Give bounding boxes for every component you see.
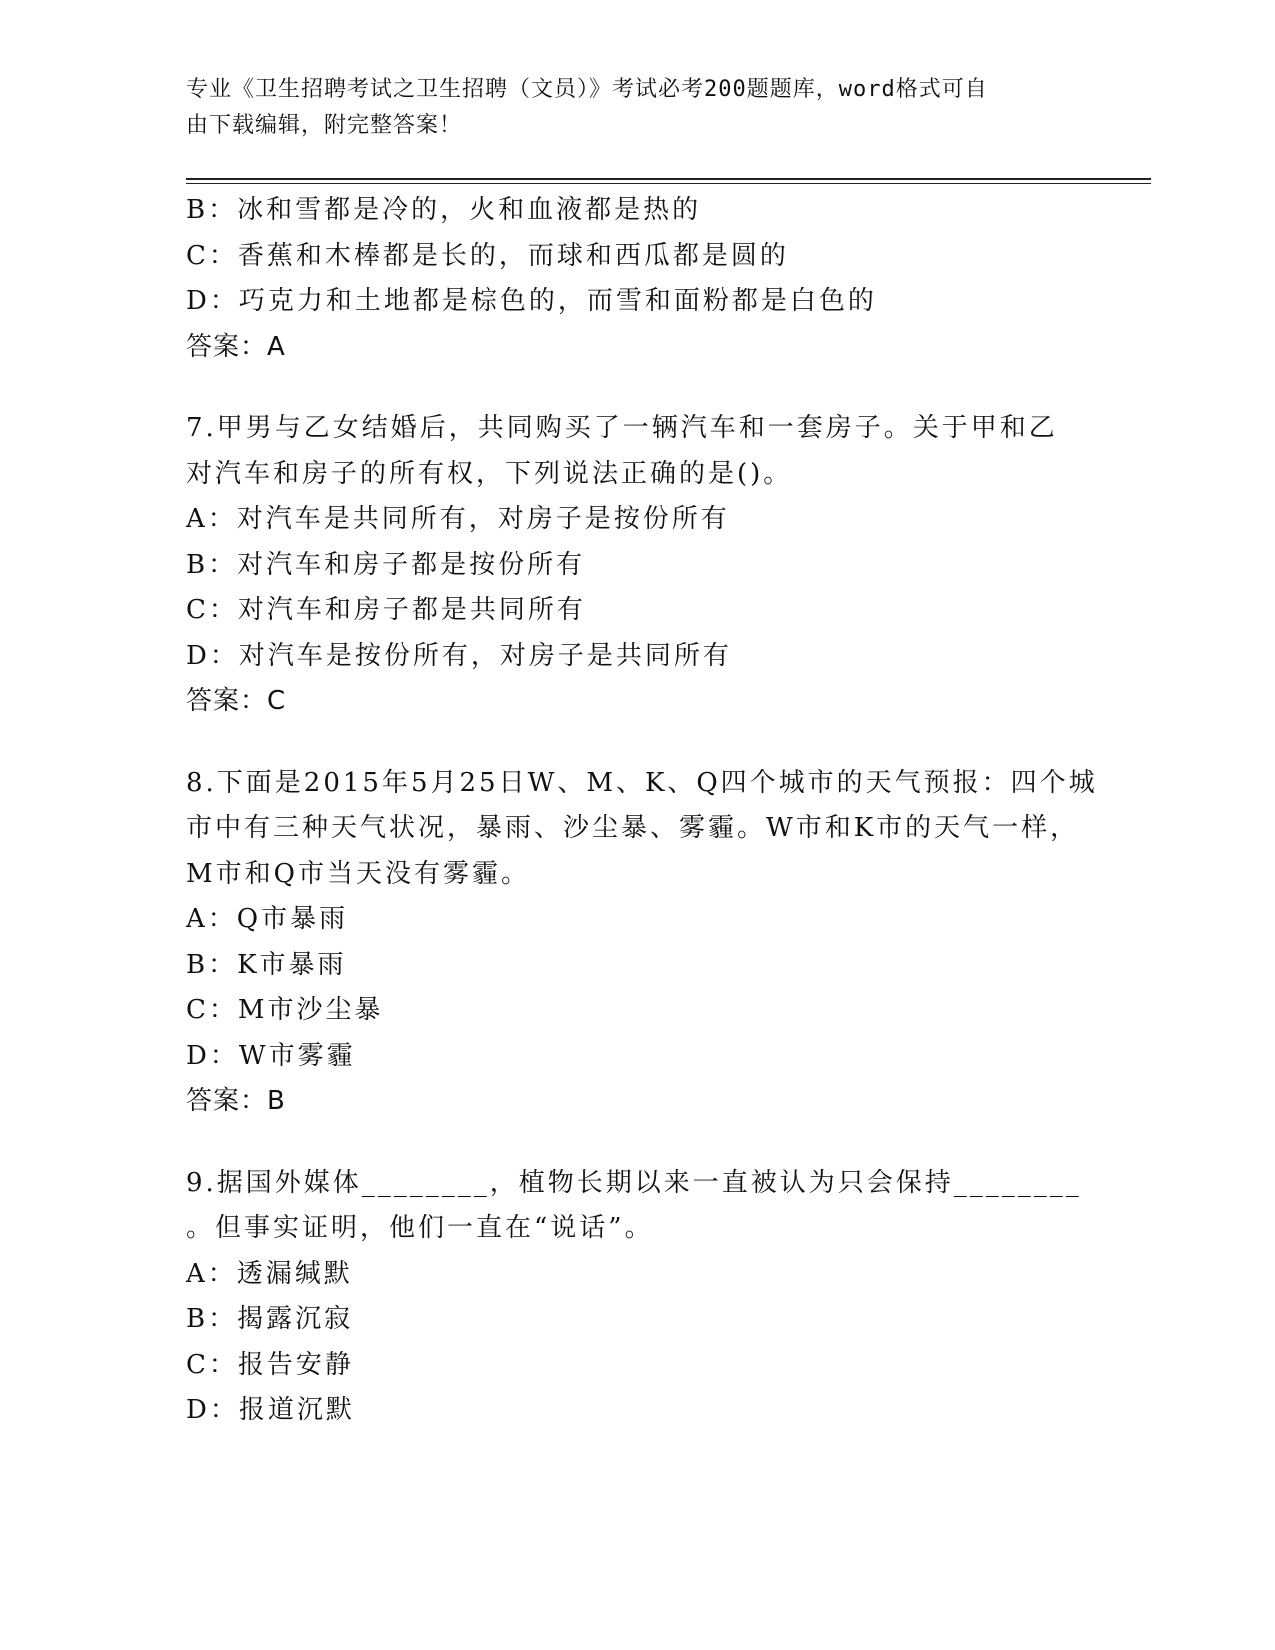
- question-stem-line: M市和Q市当天没有雾霾。: [186, 858, 530, 889]
- header-divider-thick: [186, 178, 1151, 180]
- option-c: C：香蕉和木棒都是长的，而球和西瓜都是圆的: [186, 240, 789, 271]
- question-9: [186, 1161, 1086, 1434]
- option-d: D：W市雾霾: [186, 1040, 356, 1071]
- option-c: C：M市沙尘暴: [186, 995, 384, 1025]
- option-a: A：Q市暴雨: [186, 904, 349, 934]
- option-c: C：对汽车和房子都是共同所有: [186, 595, 586, 625]
- option-d: D：巧克力和土地都是棕色的，而雪和面粉都是白色的: [186, 286, 877, 316]
- document-header: [186, 72, 1066, 144]
- question-stem-line: 。但事实证明，他们一直在“说话”。: [186, 1213, 654, 1243]
- option-b: B：揭露沉寂: [186, 1304, 354, 1334]
- option-b: B：冰和雪都是冷的，火和血液都是热的: [186, 195, 702, 225]
- question-7: [186, 406, 1086, 725]
- question-8: [186, 761, 1098, 1125]
- question-stem-line: 9.据国外媒体________，植物长期以来一直被认为只会保持________: [186, 1167, 1082, 1198]
- answer-line: 答案：C: [186, 686, 287, 716]
- option-a: A：对汽车是共同所有，对房子是按份所有: [186, 504, 730, 534]
- header-line-1: 专业《卫生招聘考试之卫生招聘（文员）》考试必考200题题库，word格式可自: [186, 77, 988, 102]
- option-b: B：对汽车和房子都是按份所有: [186, 549, 586, 580]
- option-d: D：报道沉默: [186, 1395, 355, 1425]
- question-stem-line: 市中有三种天气状况，暴雨、沙尘暴、雾霾。W市和K市的天气一样，: [186, 813, 1080, 843]
- question-stem-line: 7.甲男与乙女结婚后，共同购买了一辆汽车和一套房子。关于甲和乙: [186, 413, 1058, 443]
- question-stem-line: 8.下面是2015年5月25日W、M、K、Q四个城市的天气预报：四个城: [186, 767, 1098, 798]
- option-c: C：报告安静: [186, 1349, 354, 1380]
- option-d: D：对汽车是按份所有，对房子是共同所有: [186, 640, 732, 671]
- question-list: [186, 188, 1098, 1434]
- option-b: B：K市暴雨: [186, 949, 347, 980]
- option-a: A：透漏缄默: [186, 1258, 353, 1289]
- header-divider-thin: [186, 183, 1151, 184]
- answer-line: 答案：A: [186, 331, 286, 362]
- header-line-2: 由下载编辑，附完整答案！: [186, 113, 463, 138]
- question-6: [186, 188, 1086, 370]
- question-stem-line: 对汽车和房子的所有权，下列说法正确的是()。: [186, 458, 793, 489]
- answer-line: 答案：B: [186, 1086, 286, 1116]
